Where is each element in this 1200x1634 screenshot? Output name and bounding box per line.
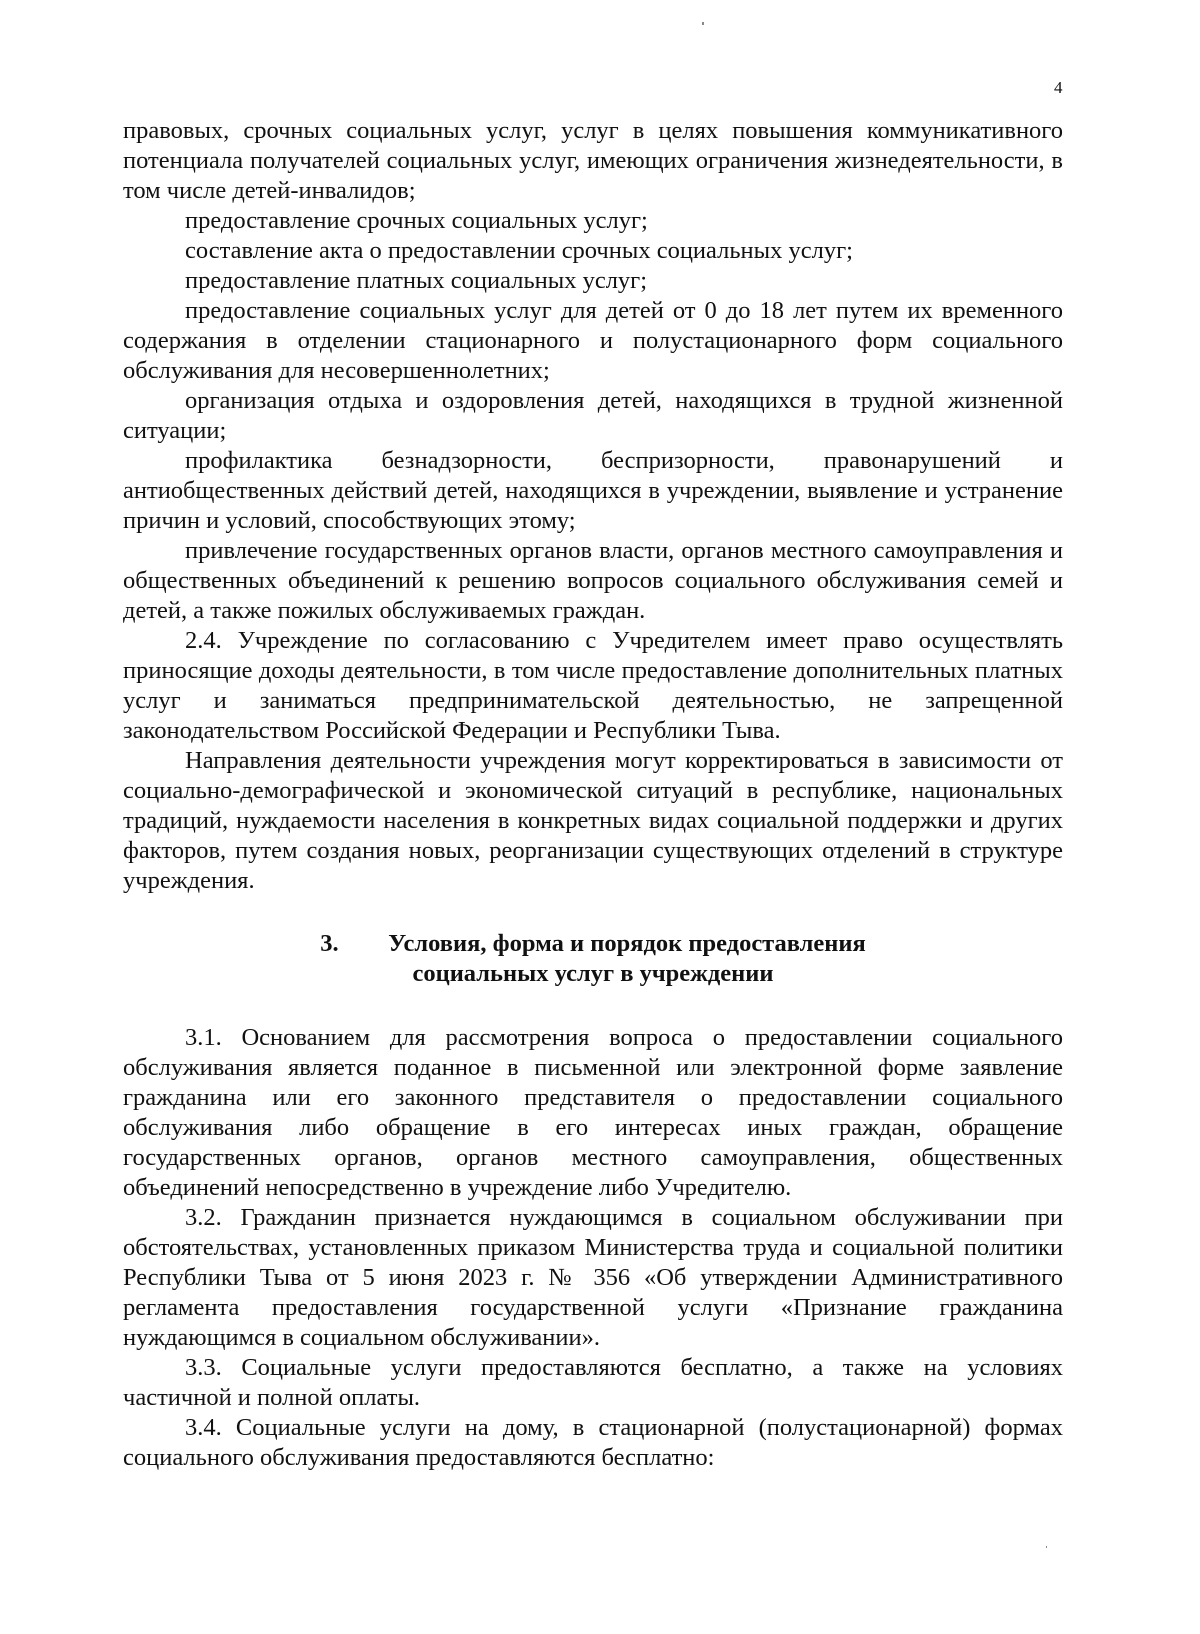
section-3-title-line-1: Условия, форма и порядок предоставления bbox=[388, 930, 866, 957]
list-item-involvement: привлечение государственных органов власти, органов местного самоуправления и общественных объединений к решению вопросов социального обслуживания семей и детей, а также пожилых обслуживаемых граждан. bbox=[123, 537, 1063, 624]
paragraph-continuation: правовых, срочных социальных услуг, услуг в целях повышения коммуникативного потенциала получателей социальных услуг, имеющих ограничения жизнедеятельности, в том числе детей-инвалидов; bbox=[123, 117, 1063, 204]
list-item-children-rest: организация отдыха и оздоровления детей, находящихся в трудной жизненной ситуации; bbox=[123, 387, 1063, 444]
list-item-urgent-services: предоставление срочных социальных услуг; bbox=[185, 207, 648, 234]
document-body bbox=[123, 116, 1063, 1473]
section-3-title-line-2: социальных услуг в учреждении bbox=[412, 960, 774, 987]
paragraph-3-3: 3.3. Социальные услуги предоставляются бесплатно, а также на условиях частичной и полной оплаты. bbox=[123, 1354, 1063, 1411]
page-number: 4 bbox=[1054, 78, 1063, 97]
paragraph-directions: Направления деятельности учреждения могут корректироваться в зависимости от социально-демографической и экономической ситуаций в республике, национальных традиций, нуждаемости населения в конкретных видах социальной поддержки и других факторов, путем создания новых, реорганизации существующих отделений в структуре учреждения. bbox=[123, 747, 1063, 894]
scan-speck bbox=[1046, 1546, 1047, 1548]
paragraph-3-2: 3.2. Гражданин признается нуждающимся в социальном обслуживании при обстоятельствах, установленных приказом Министерства труда и социальной политики Республики Тыва от 5 июня 2023 г. № 356 «Об утверждении Административного регламента предоставления государственной услуги «Признание гражданина нуждающимся в социальном обслуживании». bbox=[123, 1204, 1063, 1351]
paragraph-2-4: 2.4. Учреждение по согласованию с Учредителем имеет право осуществлять приносящие доходы деятельности, в том числе предоставление дополнительных платных услуг и заниматься предпринимательской деятельностью, не запрещенной законодательством Российской Федерации и Республики Тыва. bbox=[123, 627, 1063, 744]
section-3-heading-line-1 bbox=[123, 929, 1063, 959]
section-3-number: 3. bbox=[320, 930, 339, 957]
section-3-heading bbox=[123, 929, 1063, 989]
list-item-urgent-act: составление акта о предоставлении срочных социальных услуг; bbox=[185, 237, 853, 264]
list-item-paid-services: предоставление платных социальных услуг; bbox=[185, 267, 648, 294]
paragraph-3-1: 3.1. Основанием для рассмотрения вопроса о предоставлении социального обслуживания является поданное в письменной или электронной форме заявление гражданина или его законного представителя о предоставлении социального обслуживания либо обращение в его интересах иных граждан, обращение государственных органов, органов местного самоуправления, общественных объединений непосредственно в учреждение либо Учредителю. bbox=[123, 1024, 1063, 1201]
list-item-prevention: профилактика безнадзорности, беспризорности, правонарушений и антиобщественных действий детей, находящихся в учреждении, выявление и устранение причин и условий, способствующих этому; bbox=[123, 447, 1063, 534]
list-item-children-services: предоставление социальных услуг для детей от 0 до 18 лет путем их временного содержания в отделении стационарного и полустационарного форм социального обслуживания для несовершеннолетних; bbox=[123, 297, 1063, 384]
paragraph-3-4: 3.4. Социальные услуги на дому, в стационарной (полустационарной) формах социального обслуживания предоставляются бесплатно: bbox=[123, 1414, 1063, 1471]
scan-speck bbox=[702, 22, 704, 25]
